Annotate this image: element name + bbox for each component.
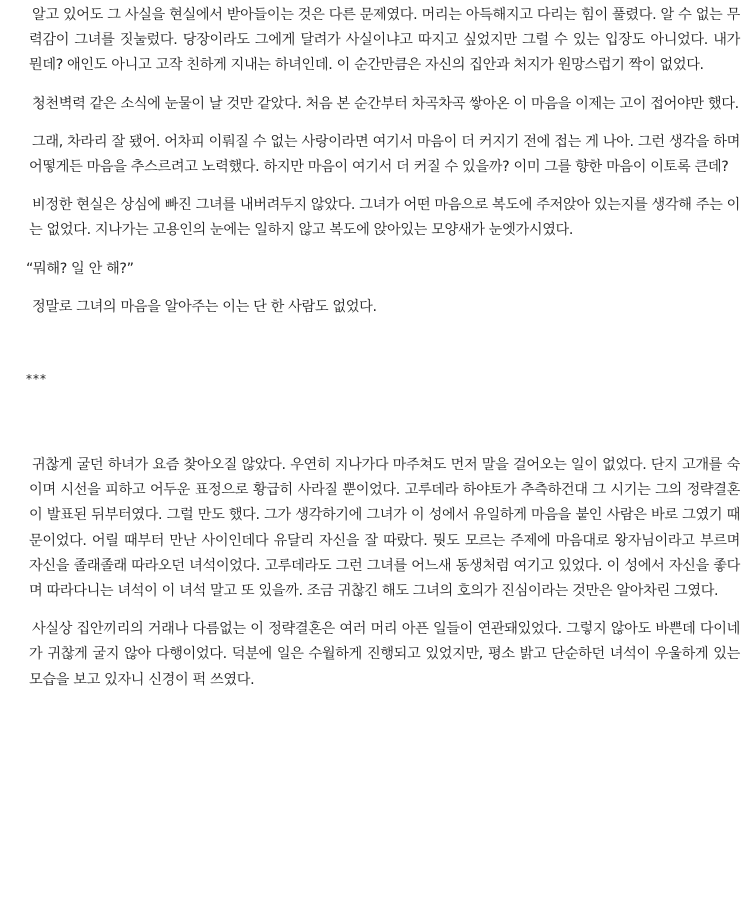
paragraph: 알고 있어도 그 사실을 현실에서 받아들이는 것은 다른 문제였다. 머리는 아득해지고 다리는 힘이 풀렸다. 알 수 없는 무력감이 그녀를 짓눌렀다. 당장이라도 그에게 달려가 사실이냐고 따지고 싶었지만 그럴 수 있는 입장도 아니었다. 내가 뭔데? 애인도 아니고 고작 친하게 지내는 하녀인데. 이 순간만큼은 자신의 집안과 처지가 원망스럽기 짝이 없었다. xyxy=(29,7,740,74)
paragraph: 정말로 그녀의 마음을 알아주는 이는 단 한 사람도 없었다. xyxy=(32,298,377,315)
paragraph: 사실상 집안끼리의 거래나 다름없는 이 정략결혼은 여러 머리 아픈 일들이 연관돼있었다. 그렇지 않아도 바쁜데 다이네가 귀찮게 굴지 않아 다행이었다. 덕분에 일은 수월하게 진행되고 있었지만, 평소 밝고 단순하던 녀석이 우울하게 있는 모습을 보고 있자니 신경이 퍽 쓰였다. xyxy=(29,621,740,688)
dialogue-line: “뭐해? 일 안 해?” xyxy=(26,260,134,277)
paragraph: 그래, 차라리 잘 됐어. 어차피 이뤄질 수 없는 사랑이라면 여기서 마음이 더 커지기 전에 접는 게 나아. 그런 생각을 하며 어떻게든 마음을 추스르려고 노력했다. 하지만 마음이 여기서 더 커질 수 있을까? 이미 그를 향한 마음이 이토록 큰데? xyxy=(29,133,740,176)
paragraph: 귀찮게 굴던 하녀가 요즘 찾아오질 않았다. 우연히 지나가다 마주쳐도 먼저 말을 걸어오는 일이 없었다. 단지 고개를 숙이며 시선을 피하고 어두운 표정으로 황급히 사라질 뿐이었다. 고루데라 하야토가 추측하건대 그 시기는 그의 정략결혼이 발표된 뒤부터였다. 그럴 만도 했다. 그가 생각하기에 그녀가 이 성에서 유일하게 마음을 붙인 사람은 바로 그였기 때문이었다. 어릴 때부터 만난 사이인데다 유달리 자신을 잘 따랐다. 뭣도 모르는 주제에 마음대로 왕자님이라고 부르며 자신을 졸래졸래 따라오던 녀석이었다. 고루데라도 그런 그녀를 어느새 동생처럼 여기고 있었다. 이 성에서 자신을 좋다며 따라다니는 녀석이 이 녀석 말고 또 있을까. 조금 귀찮긴 해도 그녀의 호의가 진심이라는 것만은 알아차린 그였다. xyxy=(29,457,740,600)
paragraph: 비정한 현실은 상심에 빠진 그녀를 내버려두지 않았다. 그녀가 어떤 마음으로 복도에 주저앉아 있는지를 생각해 주는 이는 없었다. 지나가는 고용인의 눈에는 일하지 않고 복도에 앉아있는 모양새가 눈엣가시였다. xyxy=(29,197,740,239)
paragraph: 청천벽력 같은 소식에 눈물이 날 것만 같았다. 처음 본 순간부터 차곡차곡 쌓아온 이 마음을 이제는 고이 접어야만 했다. xyxy=(32,95,739,112)
scene-break: *** xyxy=(26,372,47,387)
